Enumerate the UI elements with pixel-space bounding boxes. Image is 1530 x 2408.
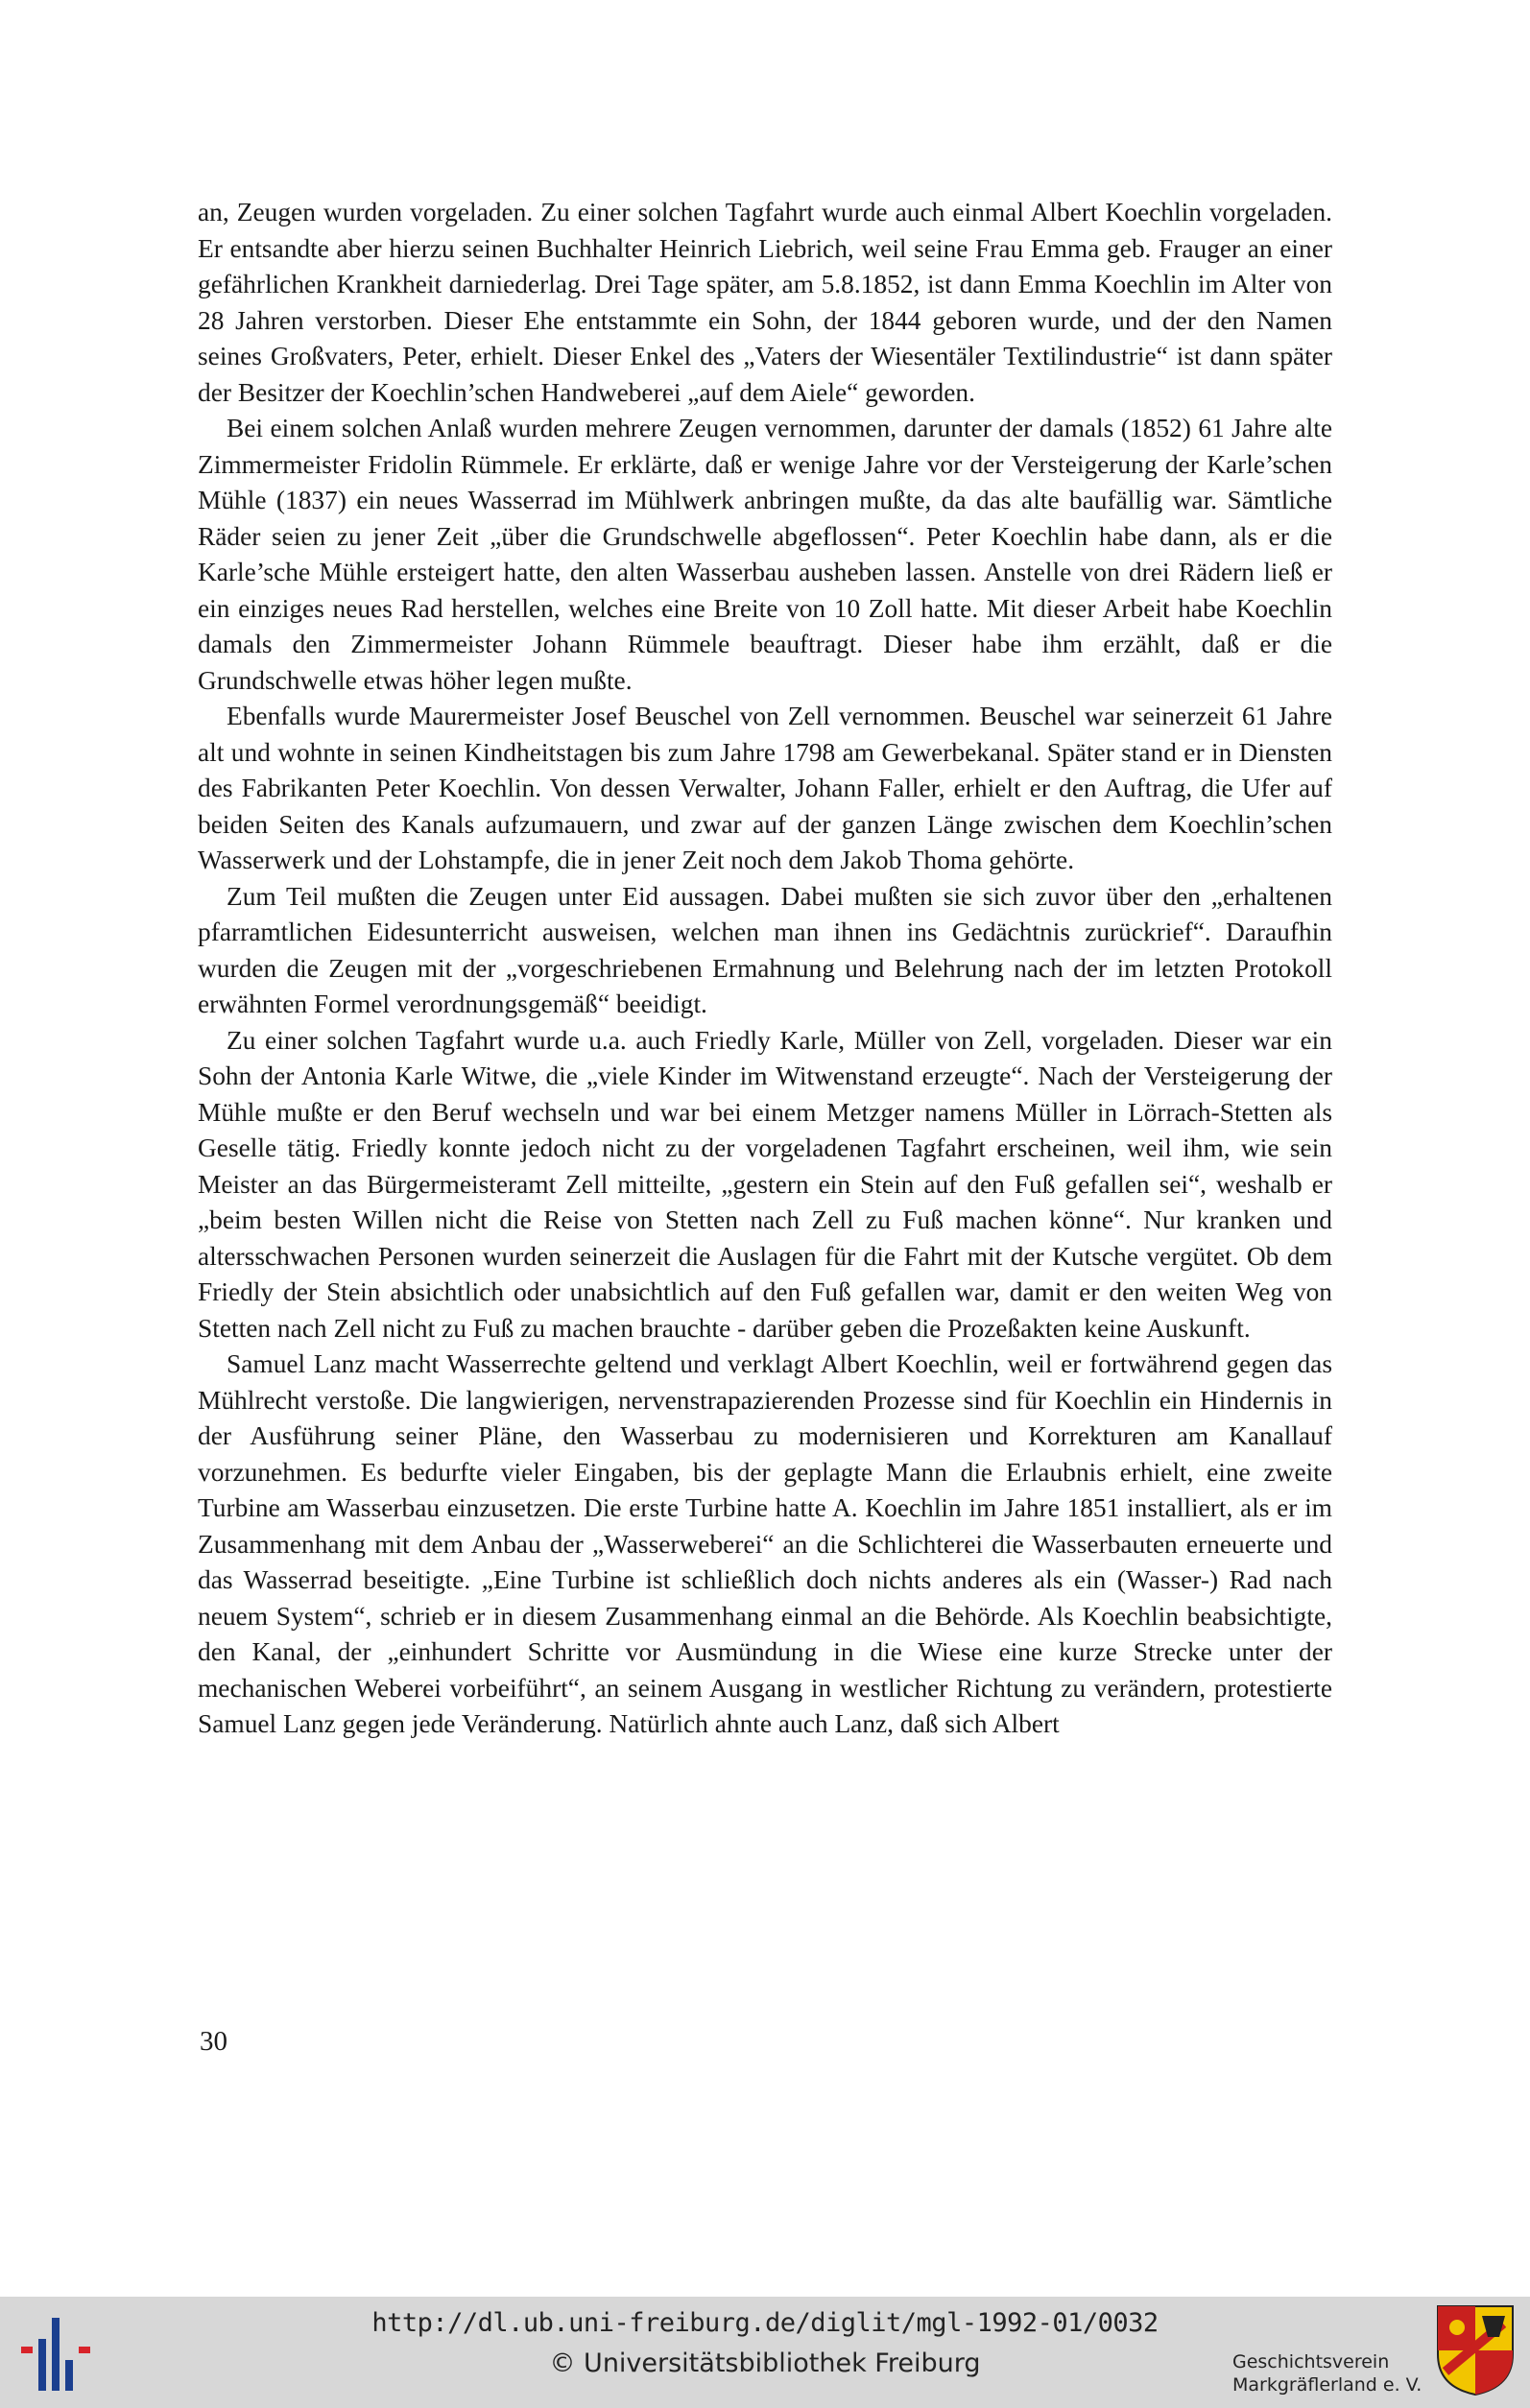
paragraph: Zu einer solchen Tagfahrt wurde u.a. auch Friedly Karle, Müller von Zell, vorgeladen. Dieser war ein Sohn der Antonia Karle Witwe, die „viele Kinder im Witwenstand erzeugte“. Nach der Versteigerung der Mühle mußte er den Beruf wechseln und war bei einem Metzger namens Müller in Lörrach-Stetten als Geselle tätig. Friedly konnte jedoch nicht zu der vorgeladenen Tagfahrt erscheinen, weil ihm, wie sein Meister an das Bürgermeisteramt Zell mitteilte, „gestern ein Stein auf den Fuß gefallen sei“, weshalb er „beim besten Willen nicht die Reise von Stetten nach Zell zu Fuß machen könne“. Nur kranken und altersschwachen Personen wurden seinerzeit die Auslagen für die Fahrt mit der Kutsche vergütet. Ob dem Friedly der Stein absichtlich oder unabsichtlich auf den Fuß gefallen war, damit er den weiten Weg von Stetten nach Zell nicht zu Fuß zu machen brauchte - darüber geben die Prozeßakten keine Auskunft. [198,1025,1332,1343]
paragraph: Samuel Lanz macht Wasserrechte geltend und verklagt Albert Koechlin, weil er fortwährend gegen das Mühlrecht verstoße. Die langwierigen, nervenstrapazierenden Prozesse sind für Koechlin ein Hindernis in der Ausführung seiner Pläne, den Wasserbau zu modernisieren und Korrekturen am Kanallauf vorzunehmen. Es bedurfte vieler Eingaben, bis der geplagte Mann die Erlaubnis erhielt, eine zweite Turbine am Wasserbau einzusetzen. Die erste Turbine hatte A. Koechlin im Jahre 1851 installiert, als er im Zusammenhang mit dem Anbau der „Wasserweberei“ an die Schlichterei die Wasserbauten erneuerte und das Wasserrad beseitigte. „Eine Turbine ist schließlich doch nichts anderes als ein (Wasser-) Rad nach neuem System“, schrieb er in diesem Zusammenhang einmal an die Behörde. Als Koechlin beabsichtigte, den Kanal, der „einhundert Schritte vor Ausmündung in die Wiese eine kurze Strecke unter der mechanischen Weberei vorbeiführt“, an seinem Ausgang in westlicher Richtung zu verändern, protestierte Samuel Lanz gegen jede Veränderung. Natürlich ahnte auch Lanz, daß sich Albert [198,1349,1332,1738]
society-line-2: Markgräflerland e. V. [1232,2374,1422,2396]
society-name [1232,2350,1422,2396]
coat-of-arms-icon [1436,2304,1515,2396]
paragraph: Bei einem solchen Anlaß wurden mehrere Zeugen vernommen, darunter der damals (1852) 61 Jahre alte Zimmermeister Fridolin Rümmele. Er erklärte, daß er wenige Jahre vor der Versteigerung der Karle’schen Mühle (1837) ein neues Wasserrad im Mühlwerk anbringen mußte, da das alte baufällig war. Sämtliche Räder seien zu jener Zeit „über die Grundschwelle abgeflossen“. Peter Koechlin habe dann, als er die Karle’sche Mühle ersteigert hatte, den alten Wasserbau ausheben lassen. Anstelle von drei Rädern ließ er ein einziges neues Rad herstellen, welches eine Breite von 10 Zoll hatte. Mit dieser Arbeit habe Koechlin damals den Zimmermeister Johann Rümmele beauftragt. Dieser habe ihm erzählt, daß er die Grundschwelle etwas höher legen mußte. [198,414,1332,695]
footer-copyright: © Universitätsbibliothek Freiburg [549,2348,981,2378]
page-number: 30 [200,2026,227,2057]
footer-url-link[interactable]: http://dl.ub.uni-freiburg.de/diglit/mgl-1992-01/0032 [371,2308,1159,2338]
page-body-text [198,195,1332,1743]
society-line-1: Geschichtsverein [1232,2351,1390,2372]
paragraph: Ebenfalls wurde Maurermeister Josef Beuschel von Zell vernommen. Beuschel war seinerzeit 61 Jahre alt und wohnte in seinen Kindheitstagen bis zum Jahre 1798 am Gewerbekanal. Später stand er in Diensten des Fabrikanten Peter Koechlin. Von dessen Verwalter, Johann Faller, erhielt er den Auftrag, die Ufer auf beiden Seiten des Kanals aufzumauern, und zwar auf der ganzen Länge zwischen dem Koechlin’schen Wasserwerk und der Lohstampfe, die in jener Zeit noch dem Jakob Thoma gehörte. [198,702,1332,874]
paragraph: Zum Teil mußten die Zeugen unter Eid aussagen. Dabei mußten sie sich zuvor über den „erhaltenen pfarramtlichen Eidesunterricht ausweisen, welchen man ihnen ins Gedächtnis zurückrief“. Daraufhin wurden die Zeugen mit der „vorgeschriebenen Ermahnung und Belehrung nach der im letzten Protokoll erwähnten Formel verordnungsgemäß“ beeidigt. [198,881,1332,1018]
paragraph: an, Zeugen wurden vorgeladen. Zu einer solchen Tagfahrt wurde auch einmal Albert Koechlin vorgeladen. Er entsandte aber hierzu seinen Buchhalter Heinrich Liebrich, weil seine Frau Emma geb. Frauger an einer gefährlichen Krankheit darniederlag. Drei Tage später, am 5.8.1852, ist dann Emma Koechlin im Alter von 28 Jahren verstorben. Dieser Ehe entstammte ein Sohn, der 1844 geboren wurde, und der den Namen seines Großvaters, Peter, erhielt. Dieser Enkel des „Vaters der Wiesentäler Textilindustrie“ ist dann später der Besitzer der Koechlin’schen Handweberei „auf dem Aiele“ geworden. [198,198,1332,407]
footer-bar [0,2297,1530,2408]
